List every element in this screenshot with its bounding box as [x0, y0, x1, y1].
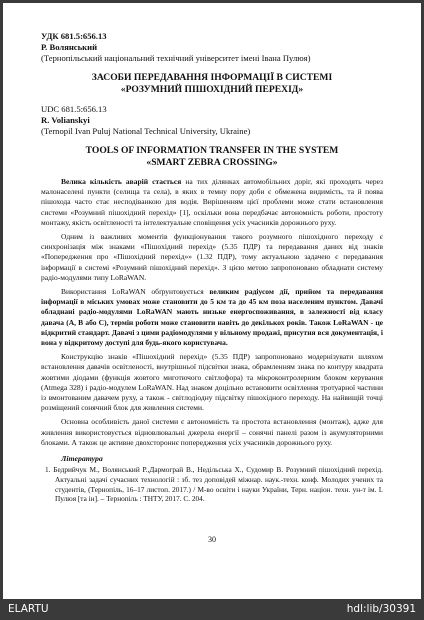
ua-author: Р. Волянський: [41, 42, 98, 52]
en-author: R. Volianskyi: [41, 115, 90, 125]
body-paragraph-4: Конструкцію знаків «Пішохідний перехід» (5.35 ПДР) запропоновано модернізувати шляхом встановлення давачів освітленості, внутрішньої підсвітки знака, обрамленням знака по контуру квадрата жовтими діодами (функція жовтого миготючого світлофора) та мікроконтролерним блоком керування (Atmega 328) і радіо-модулем LoRaWAN. Над знаком доцільно встановити освітлення тротуарної частини із вмонтованим давачем руху, а також - світлодіодну підсвітку пішохідного переходу. На найвищій точці розміщений сонячний блок для живлення системи.: [41, 352, 383, 413]
en-title-line2: «SMART ZEBRA CROSSING»: [146, 157, 278, 168]
paper-page: [3, 3, 421, 599]
en-title-line1: TOOLS OF INFORMATION TRANSFER IN THE SYSTEM: [85, 145, 339, 156]
ua-affiliation: (Тернопільський національний технічний університет імені Івана Пулюя): [41, 53, 311, 63]
reference-item: 1. Бедрийчук М., Волянський Р.,Дармограй В., Недільська Х., Судомир В. Розумний пішохідний перехід. Актуальні задачі сучасних технологій : зб. тез доповідей міжнар. наук.-техн. конф. Молодих учених та студентів, (Тернопіль, 16–17 листоп. 2017.) / М-во освіти і науки України, Терн. націон. техн. ун-т ім. І. Пулюя [та ін]. – Тернопіль : ТНТУ, 2017. С. 204.: [45, 465, 383, 504]
p3-bold: великим радіусом дії, прийом та передавання інформації в міських умовах може становити до 5 км та до 45 км поза населеним пунктом. Давачі обладнані радіо-модулями LoRaWAN мають низьке енергоспоживання, в залежності від класу давача (A, B або C), термін роботи може становити навіть до декількох років. Також LoRaWAN - це відкритий стандарт. Давачі з цими радіомодулями у вільному продажі, присутня вся документація, і вона у відкритому доступі для будь-якого користувача.: [41, 287, 383, 348]
footer-handle-link[interactable]: hdl:lib/30391: [346, 603, 416, 615]
p1-lead: Велика кількість аварій стається: [61, 177, 182, 186]
body-paragraph-3: [41, 287, 383, 348]
p3-lead: Використання LoRaWAN обґрунтовується: [61, 287, 210, 297]
body-paragraph-1: [41, 177, 383, 228]
body-paragraph-5: Основна особливість даної системи є автономність та простота встановлення (монтаж), адже для живлення використовується відновлювальні джерела енергії – сонячні панелі разом із акумуляторними блоками. А також це активне двохстороннє попередження усіх учасників дорожнього руху.: [41, 417, 383, 447]
footer-left-label: ELARTU: [8, 603, 49, 615]
ua-udc: УДК 681.5:656.13: [41, 31, 107, 41]
ua-title-line2: «РОЗУМНИЙ ПІШОХІДНИЙ ПЕРЕХІД»: [120, 84, 304, 95]
body-paragraph-2: Одним із важливих моментів функціонування такого розумного пішохідного переходу є синхронізація між знаками «Пішохідний перехід» (5.35 ПДР) та передавання даних від знаків «Попередження про «Пішохідний перехід»» (1.32 ПДР), тому актуальною задачею є передавання інформації в системі «Розумний пішохідний перехід». З цією метою запропоновано обладнати систему радіо-модулями типу LoRaWAN.: [41, 232, 383, 282]
en-udc: UDC 681.5:656.13: [41, 104, 107, 114]
page-number: 30: [208, 535, 216, 544]
en-affiliation: (Ternopil Ivan Puluj National Technical University, Ukraine): [41, 126, 251, 136]
p1-rest: на тих ділянках автомобільних доріг, які проходять через малонаселені пункти (селища та села), в яких в темну пору доби є обмежена видимість, та й поява пішохода часто стає несподіванкою для водія. Вирішенням цієї проблеми може стати встановлення системи «Розумний пішохідний перехід» [1], оскільки вона передбачає автономність роботи, простоту монтажу, якість освітленості та інтелектуальне сповіщення усіх учасників дорожнього руху.: [41, 177, 384, 227]
ua-title-line1: ЗАСОБИ ПЕРЕДАВАННЯ ІНФОРМАЦІЇ В СИСТЕМІ: [91, 72, 333, 83]
references-heading: Література: [61, 454, 103, 464]
footer-bar: [0, 599, 424, 620]
